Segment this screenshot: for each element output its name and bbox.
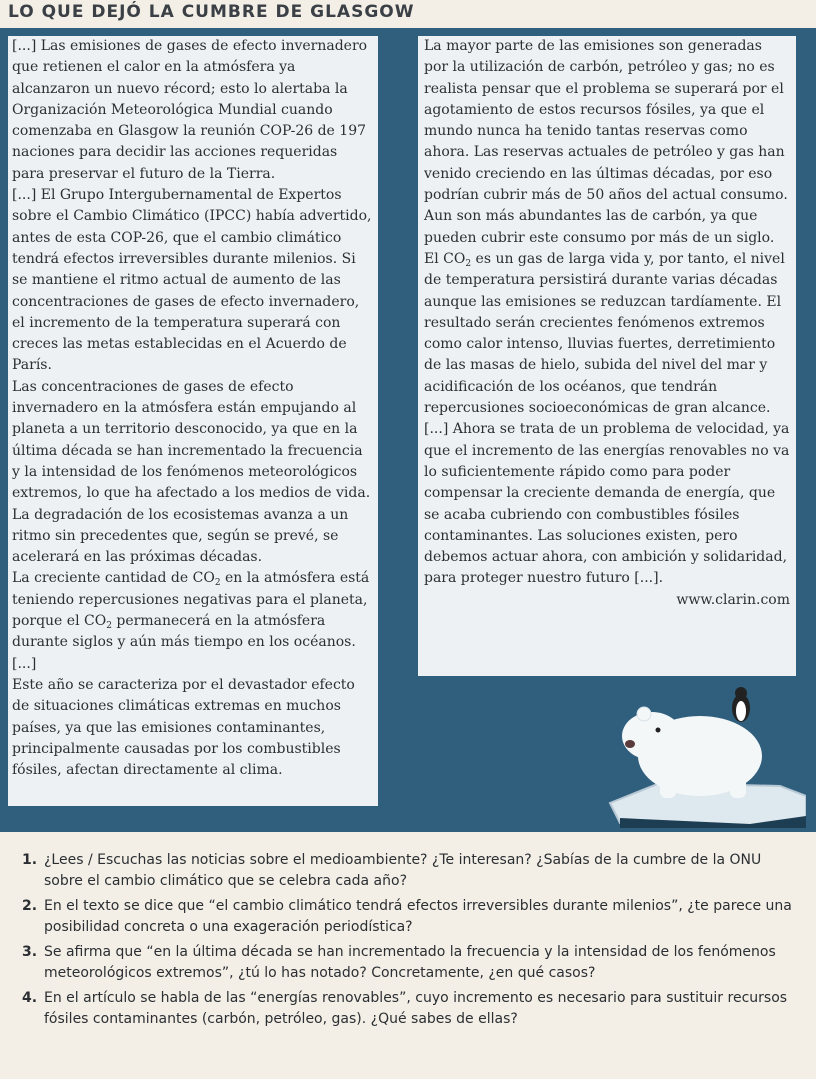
question-item (22, 850, 802, 892)
polar-bear-illustration (600, 668, 806, 828)
question-number: 2. (22, 898, 38, 914)
left-column-text (12, 36, 374, 781)
penguin-head (735, 687, 747, 699)
question-item (22, 988, 802, 1030)
article-paragraph: Las concentraciones de gases de efecto invernadero en la atmósfera están empujando al planeta a un territorio desconocido, ya que en la última década se han incrementado la frecuencia y la intensidad de los fenómenos meteorológicos extremos, lo que ha afectado a los medios de vida. La degradación de los ecosistemas avanza a un ritmo sin precedentes que, según se prevé, se acelerará en las próximas décadas. (12, 378, 371, 566)
co2-text-part: en la atmósfera está teniendo repercusiones negativas para el planeta, porque el CO (12, 570, 370, 630)
page-title: LO QUE DEJÓ LA CUMBRE DE GLASGOW (8, 2, 415, 22)
question-item (22, 896, 802, 938)
source-link: www.clarin.com (676, 591, 790, 608)
question-text: En el texto se dice que “el cambio climático tendrá efectos irreversibles durante milenios”, ¿te parece una posibilidad concreta o una exageración periodística? (44, 898, 792, 935)
article-paragraph: [...] El Grupo Intergubernamental de Expertos sobre el Cambio Climático (IPCC) había advertido, antes de esta COP-26, que el cambio climático tendrá efectos irreversibles durante milenios. Si se mantiene el ritmo actual de aumento de las concentraciones de gases de efecto invernadero, el incremento de la temperatura superará con creces las metas establecidas en el Acuerdo de París. (12, 187, 372, 374)
co2-paragraph (424, 249, 790, 419)
question-text: Se afirma que “en la última década se han incrementado la frecuencia y la intensidad de los fenómenos meteorológicos extremos”, ¿tú lo has notado? Concretamente, ¿en qué casos? (44, 944, 776, 981)
bear-head (622, 712, 682, 760)
article-paragraph: [...] Las emisiones de gases de efecto invernadero que retienen el calor en la atmósfera ya alcanzaron un nuevo récord; esto lo alertaba la Organización Meteorológica Mundial cuando comenzaba en Glasgow la reunión COP-26 de 197 naciones para decidir las acciones requeridas para preservar el futuro de la Tierra. (12, 38, 368, 182)
subscript: 2 (465, 258, 472, 269)
bear-leg (730, 778, 746, 798)
article-box (0, 28, 816, 832)
question-number: 3. (22, 944, 38, 960)
subscript: 2 (214, 578, 221, 589)
bear-leg (660, 780, 676, 798)
question-text: ¿Lees / Escuchas las noticias sobre el medioambiente? ¿Te interesan? ¿Sabías de la cumbre de la ONU sobre el cambio climático que se celebra cada año? (44, 852, 762, 889)
co2-text-part: La creciente cantidad de CO (12, 570, 215, 587)
right-column-text (424, 36, 790, 611)
question-number: 4. (22, 990, 38, 1006)
bear-nose (625, 740, 635, 748)
bear-eye (656, 728, 661, 733)
subscript: 2 (106, 621, 112, 632)
article-paragraph: [...] Ahora se trata de un problema de velocidad, ya que el incremento de las energías renovables no va lo suficientemente rápido como para poder compensar la creciente demanda de energía, que se acaba cubriendo con combustibles fósiles contaminantes. Las soluciones existen, pero debemos actuar ahora, con ambición y solidaridad, para proteger nuestro futuro [...]. (424, 421, 790, 587)
question-text: En el artículo se habla de las “energías renovables”, cuyo incremento es necesario para sustituir recursos fósiles contaminantes (carbón, petróleo, gas). ¿Qué sabes de ellas? (44, 990, 788, 1027)
article-right-column (418, 36, 796, 676)
bear-ear (637, 707, 651, 721)
question-number: 1. (22, 852, 38, 868)
article-paragraph: Este año se caracteriza por el devastador efecto de situaciones climáticas extremas en muchos países, ya que las emisiones contaminantes, principalmente causadas por los combustibles fósiles, afectan directamente al clima. (12, 676, 355, 779)
co2-paragraph (12, 568, 374, 674)
co2-text-part: es un gas de larga vida y, por tanto, el nivel de temperatura persistirá durante varias décadas aunque las emisiones se reduzcan tardíamente. El resultado serán crecientes fenómenos extremos como calor intenso, lluvias fuertes, derretimiento de las masas de hielo, subida del nivel del mar y acidificación de los océanos, que tendrán repercusiones socioeconómicas de gran alcance. (424, 250, 785, 417)
article-left-column (8, 36, 378, 806)
penguin-belly (736, 701, 746, 721)
co2-text-part: El CO (424, 250, 466, 267)
question-list (22, 850, 802, 1034)
article-paragraph: La mayor parte de las emisiones son generadas por la utilización de carbón, petróleo y gas; no es realista pensar que el problema se superará por el agotamiento de estos recursos fósiles, ya que el mundo nunca ha tenido tantas reservas como ahora. Las reservas actuales de petróleo y gas han venido creciendo en las últimas décadas, por eso podrían cubrir más de 50 años del actual consumo. Aun son más abundantes las de carbón, ya que pueden cubrir este consumo por más de un siglo. (424, 38, 788, 246)
question-item (22, 942, 802, 984)
co2-text-part: permanecerá en la atmósfera durante siglos y aún más tiempo en los océanos. [...] (12, 613, 356, 672)
